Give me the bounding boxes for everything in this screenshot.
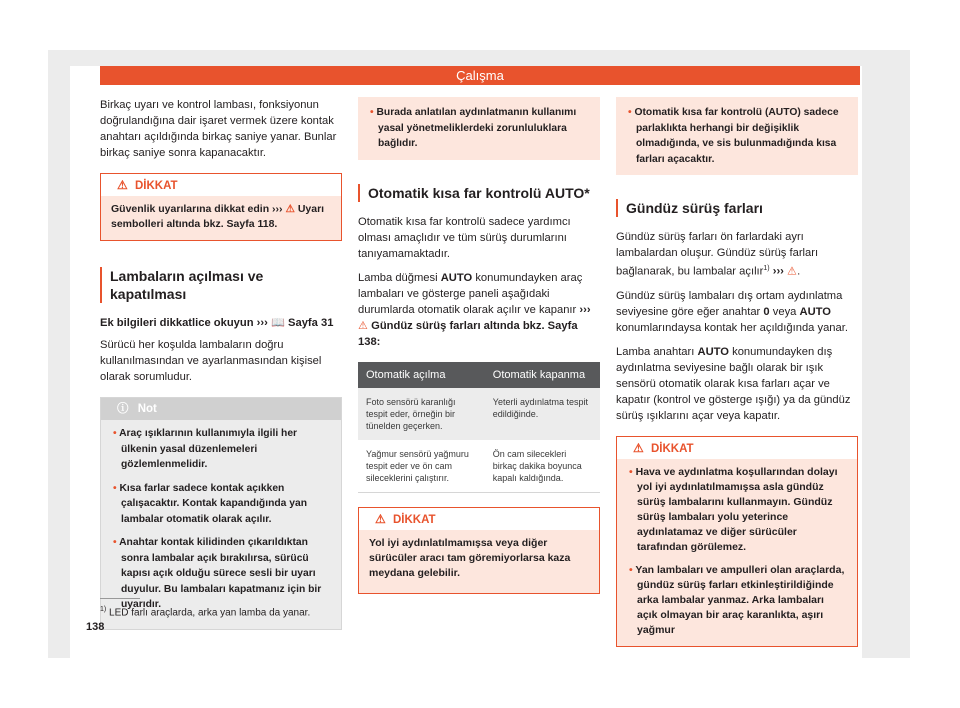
heading-text: Gündüz sürüş farları <box>626 200 763 216</box>
warning-title: DİKKAT <box>650 442 694 455</box>
zero-symbol: 0 <box>763 305 770 318</box>
table-cell: Ön cam silecekleri birkaç dakika boyunca kapalı kaldığında. <box>485 440 600 493</box>
section-heading-lamps <box>100 267 342 303</box>
table-row <box>358 388 600 440</box>
note-item: • Kısa farlar sadece kontak açıkken çalışacaktır. Kontak kapandığında yan lambalar otomatik olarak açılır. <box>113 482 307 525</box>
auto-symbol: AUTO <box>697 345 729 358</box>
page-number: 138 <box>86 621 105 633</box>
warning-triangle-icon: ⚠ <box>787 265 798 278</box>
table-cell: Yeterli aydınlatma tespit edildiğinde. <box>485 388 600 440</box>
info-icon: ⓘ <box>117 403 129 415</box>
warning-title: DİKKAT <box>134 180 178 192</box>
warning-header <box>101 174 341 196</box>
warning-header <box>617 437 857 459</box>
page-link[interactable]: Gündüz sürüş farları altında bkz. Sayfa 138: <box>358 319 578 348</box>
warning-item: • Otomatik kısa far kontrolü (AUTO) sadece parlaklıkta herhangi bir değişiklik olmadığında, ve sis bulunmadığında kısa farları açacaktır. <box>628 107 839 165</box>
warning-continuation <box>358 97 600 160</box>
warning-text-b: Uyarı sembolleri altında bkz. Sayfa 118. <box>111 203 325 230</box>
warning-item: • Yan lambaları ve ampulleri olan araçlarda, gündüz sürüş farları etkinleştirildiğinde arka lambalar yanmaz. Arka lambaları açık olmayan bir araç karanlıkta, aşırı yağmur <box>629 563 845 636</box>
warning-body <box>617 459 857 646</box>
warning-box-1 <box>100 173 342 241</box>
auto-paragraph-2: Lamba düğmesi AUTO konumundayken araç lambaları ve gösterge paneli aşağıdaki durumlarda otomatik olarak açılır ve kapanır ››› ⚠ Gündüz sürüş farları altında bkz. Sayfa 138: <box>358 271 591 348</box>
intro-paragraph: Birkaç uyarı ve kontrol lambası, fonksiyonun doğrulandığına dair işaret vermek üzere kontak anahtarı açıldığında birkaç saniye yanar. Bunlar birkaç saniye sonra kapanacaktır. <box>100 99 337 159</box>
table-row <box>358 440 600 493</box>
auto-symbol: AUTO <box>440 271 473 284</box>
warning-body <box>101 196 341 240</box>
auto-symbol: AUTO <box>799 305 831 318</box>
warning-body: Yol iyi aydınlatılmamışsa veya diğer sürücüler aracı tam göremiyorlarsa kaza meydana gelebilir. <box>359 530 599 593</box>
note-header <box>101 398 341 420</box>
warning-triangle-icon: ⚠ <box>285 203 295 215</box>
table-header: Otomatik açılma <box>358 362 485 388</box>
warning-header <box>359 508 599 530</box>
warning-triangle-icon: ⚠ <box>375 511 386 526</box>
responsibility-paragraph: Sürücü her koşulda lambaların doğru kullanılmasından ve ayarlanmasından kişisel olarak sorumludur. <box>100 339 322 383</box>
column-1 <box>100 97 342 630</box>
daytime-paragraph-3: Lamba anahtarı AUTO konumundayken dış aydınlatma seviyesine bağlı olarak bir ışık sensörü otomatik olarak kısa farları açar ve kapatır (kontrol ve gösterge ışığı) ya da gündüz sürüş ışıklarını açar veya kapatır. <box>616 345 851 422</box>
warning-item: • Burada anlatılan aydınlatmanın kullanımı yasal yönetmeliklerdeki zorunluluklara bağlıdır. <box>370 107 577 149</box>
note-title: Not <box>137 403 157 415</box>
note-item: • Araç ışıklarının kullanımıyla ilgili her ülkenin yasal düzenlemeleri gözlemlenmelidir. <box>113 428 298 470</box>
auto-table <box>358 362 600 493</box>
section-heading-daytime <box>616 199 858 217</box>
daytime-paragraph-2: Gündüz sürüş lambaları dış ortam aydınlatma seviyesine göre eğer anahtar 0 veya AUTO konumlarındaysa kontak her açıldığında yanar. <box>616 289 848 334</box>
info-page-link[interactable]: Sayfa 31 <box>288 317 334 329</box>
note-item: • Anahtar kontak kilidinden çıkarıldıktan sonra lambalar açık bırakılırsa, sürücü kapısı açık olduğu sürece sesli bir uyarı duyulur. Bu lambaları kapatmanız için bir uyarıdır. <box>113 537 322 610</box>
table-cell: Foto sensörü karanlığı tespit eder, örneğin bir tünelden geçerken. <box>358 388 485 440</box>
info-line <box>100 315 342 331</box>
heading-text: Lambaların açılması ve kapatılması <box>110 268 264 302</box>
warning-triangle-icon: ⚠ <box>358 319 369 332</box>
footnote: $^{1)}$ LED farlı araçlarda, arka yan lamba da yanar. <box>100 606 311 619</box>
heading-text: Otomatik kısa far kontrolü AUTO* <box>368 184 590 201</box>
column-3 <box>616 97 858 647</box>
footnote-text: LED farlı araçlarda, arka yan lamba da yanar. <box>109 607 311 619</box>
warning-triangle-icon: ⚠ <box>117 178 128 192</box>
section-heading-auto <box>358 184 600 202</box>
auto-paragraph-1: Otomatik kısa far kontrolü sadece yardımcı olması amaçlıdır ve tüm sürüş durumlarını tanıyamamaktadır. <box>358 215 571 260</box>
column-2 <box>358 97 600 594</box>
warning-continuation <box>616 97 858 175</box>
warning-triangle-icon: ⚠ <box>633 440 644 455</box>
footnote-rule <box>100 598 140 599</box>
daytime-paragraph-1: Gündüz sürüş farları ön farlardaki ayrı lambalardan oluşur. Gündüz sürüş farları bağlanarak, bu lambalar açılır$^{1)}$ ››› ⚠. <box>616 231 819 278</box>
note-box <box>100 397 342 630</box>
table-header: Otomatik kapanma <box>485 362 600 388</box>
table-cell: Yağmur sensörü yağmuru tespit eder ve ön cam sileceklerini çalıştırır. <box>358 440 485 493</box>
warning-title: DİKKAT <box>392 513 436 526</box>
warning-text-a: Güvenlik uyarılarına dikkat edin ››› <box>111 203 283 215</box>
warning-box-2 <box>358 507 600 594</box>
section-header: Çalışma <box>100 66 860 85</box>
warning-box-3 <box>616 436 858 647</box>
book-icon: 📖 <box>270 317 285 329</box>
info-text: Ek bilgileri dikkatlice okuyun ››› <box>100 317 268 329</box>
warning-item: • Hava ve aydınlatma koşullarından dolayı yol iyi aydınlatılmamışsa asla gündüz sürüş lambalarını kullanmayın. Gündüz sürüş lambaları yolu yeterince aydınlatamaz ve diğer sürücüler tarafından görülemez. <box>629 465 838 553</box>
